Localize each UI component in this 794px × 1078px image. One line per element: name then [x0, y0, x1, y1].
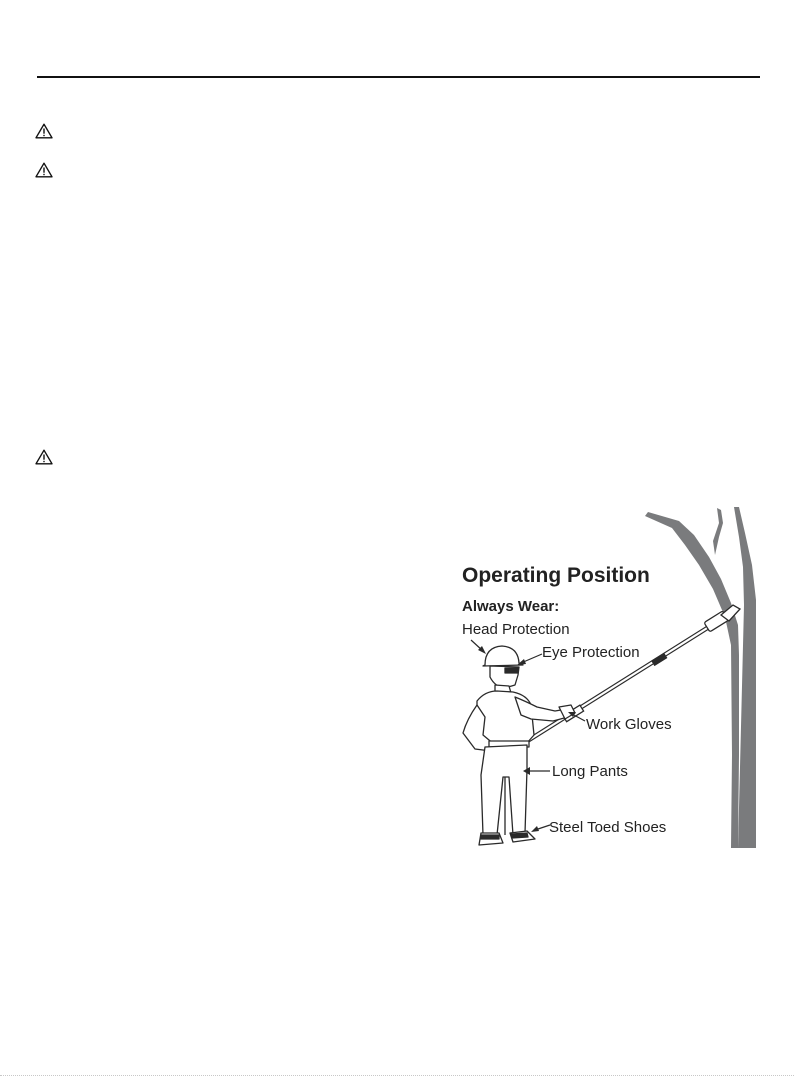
tree-illustration — [645, 507, 756, 848]
operating-position-illustration — [455, 505, 760, 850]
operating-position-figure — [455, 505, 760, 850]
figure-title: Operating Position — [462, 564, 650, 587]
warning-triangle-icon — [35, 449, 53, 465]
warning-triangle-icon — [35, 162, 53, 178]
label-work-gloves: Work Gloves — [586, 716, 672, 733]
label-head-protection: Head Protection — [462, 621, 570, 638]
warning-triangle-icon — [35, 123, 53, 139]
label-long-pants: Long Pants — [552, 763, 628, 780]
page-bottom-border — [0, 1075, 794, 1077]
person-illustration — [463, 646, 575, 845]
figure-subtitle: Always Wear: — [462, 598, 560, 615]
label-steel-toed-shoes: Steel Toed Shoes — [549, 819, 667, 836]
label-eye-protection: Eye Protection — [542, 644, 640, 661]
header-rule — [37, 76, 760, 78]
